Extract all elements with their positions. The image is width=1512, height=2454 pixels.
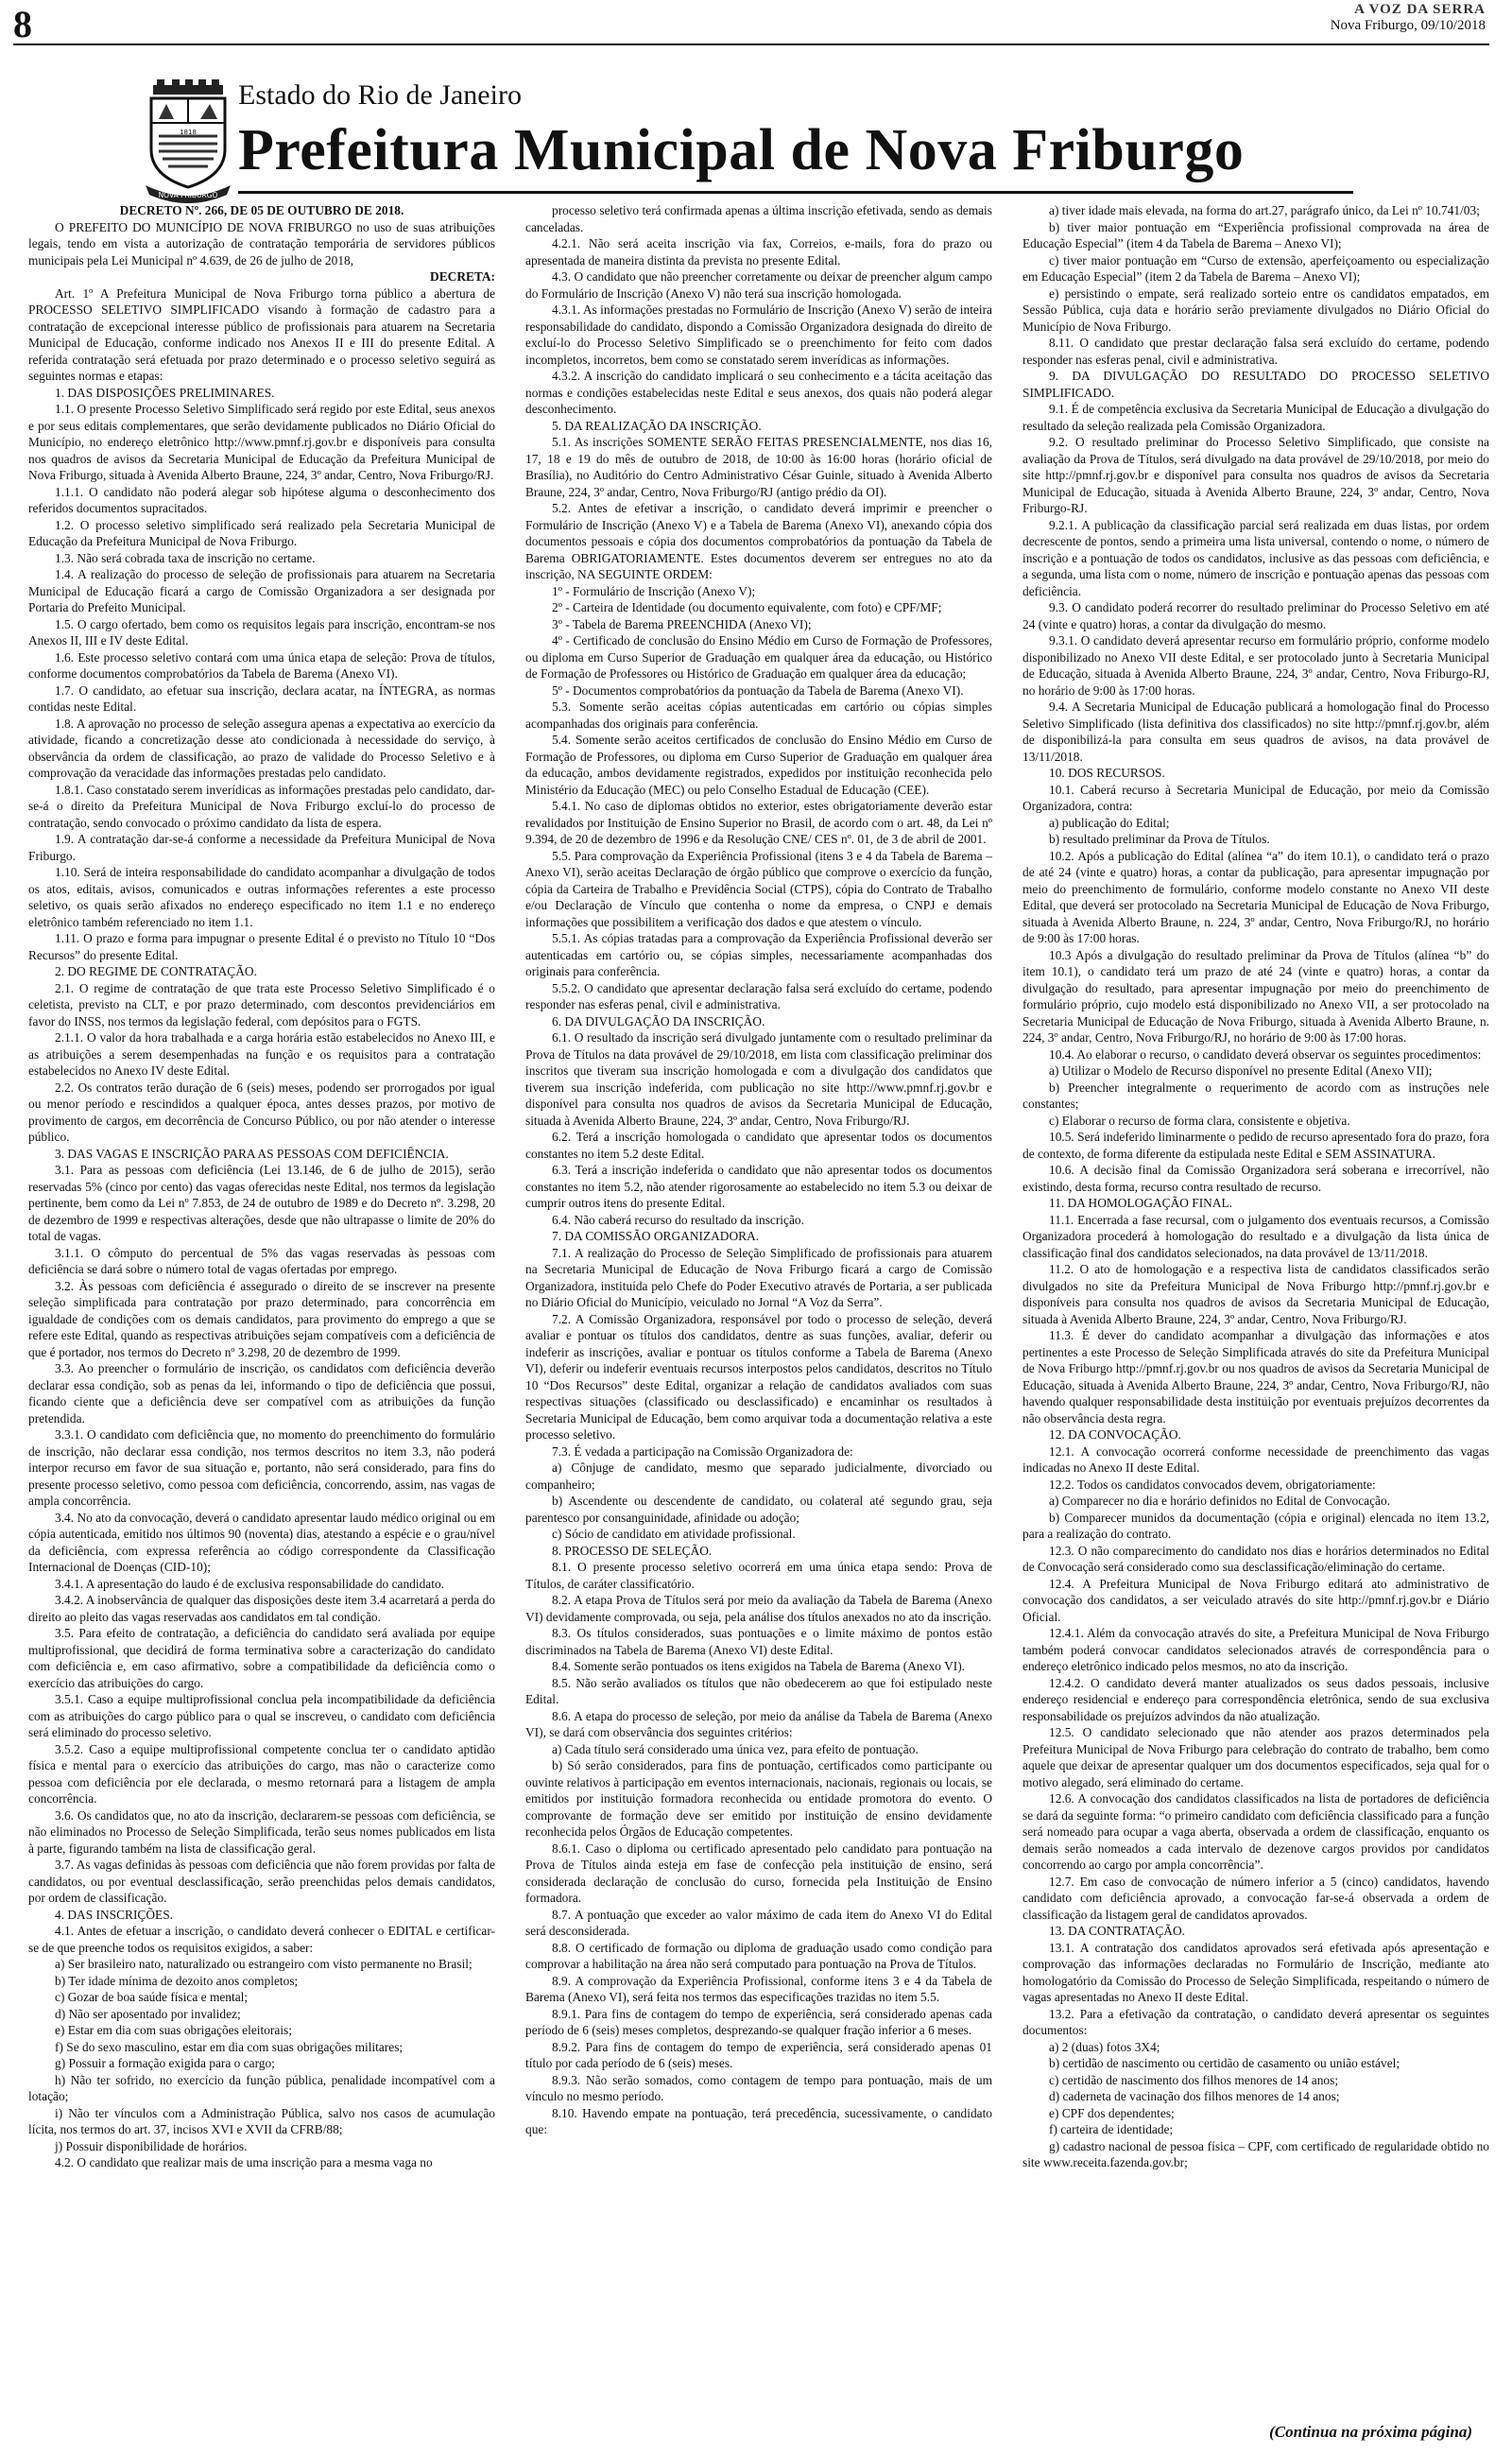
publication-date: Nova Friburgo, 09/10/2018: [1330, 18, 1486, 33]
paragraph: 8.6.1. Caso o diploma ou certificado apresentado pelo candidato para pontuação na Prova de Títulos ainda esteja em fase de confecção pela instituição de ensino, será considerada declaração de conclusão do curso, fornecida pela Instituição de Ensino formadora.: [525, 1840, 992, 1905]
paragraph: 4.3. O candidato que não preencher corretamente ou deixar de preencher algum campo do Formulário de Inscrição (Anexo V) não terá sua inscrição homologada.: [525, 269, 992, 301]
paragraph: 8.5. Não serão avaliados os títulos que não obedecerem ao que foi estipulado neste Edital.: [525, 1675, 992, 1706]
paragraph: 4.2. O candidato que realizar mais de uma inscrição para a mesma vaga no: [55, 2155, 433, 2169]
paragraph: 1.9. A contratação dar-se-á conforme a necessidade da Prefeitura Municipal de Nova Friburgo.: [28, 832, 495, 863]
paragraph: 5.1. As inscrições SOMENTE SERÃO FEITAS PRESENCIALMENTE, nos dias 16, 17, 18 e 19 do mês de outubro de 2018, de 10:00 às 16:00 horas (horário oficial de Brasília), no Auditório do Centro Administrativo César Guinle, situado à Avenida Alberto Braune, 224, 3º andar, Centro, Nova Friburgo/RJ (antigo prédio da OI).: [525, 435, 992, 499]
paragraph: 9.1. É de competência exclusiva da Secretaria Municipal de Educação a divulgação do resultado da seleção realizada pela Comissão Organizadora.: [1022, 402, 1489, 433]
paragraph: 1. DAS DISPOSIÇÕES PRELIMINARES.: [55, 385, 275, 400]
paragraph: 4.3.1. As informações prestadas no Formulário de Inscrição (Anexo V) serão de inteira responsabilidade do candidato, dispondo a Comissão Organizadora designada do direito de excluí-lo do Processo Seletivo Simplificado se o preenchimento for feito com dados incompletos, incorretos, bem como se constatado serem inverídicas as informações.: [525, 302, 992, 367]
top-rule: [13, 43, 1489, 45]
paragraph: 2.2. Os contratos terão duração de 6 (seis) meses, podendo ser prorrogados por igual ou menor período e rescindidos a qualquer época, antes desses prazos, por motivo de provimento de cargos, em decorrência de Concurso Público, ou por não atender o interesse público.: [28, 1080, 495, 1144]
paragraph: a) Cada título será considerado uma única vez, para efeito de pontuação.: [552, 1741, 919, 1756]
paragraph: 7.1. A realização do Processo de Seleção Simplificado de profissionais para atuarem na Secretaria Municipal de Educação de Nova Friburgo ficará a cargo de Comissão Organizadora, instituída pelo Chefe do Poder Executivo através de Portaria, a ser publicada no Diário Oficial do Município, veiculado no Jornal “A Voz da Serra”.: [525, 1245, 992, 1309]
paragraph: a) publicação do Edital;: [1049, 815, 1170, 830]
paragraph: e) Estar em dia com suas obrigações eleitorais;: [55, 2023, 292, 2037]
paragraph: i) Não ter vínculos com a Administração Pública, salvo nos casos de acumulação lícita, nos termos do art. 37, incisos XVI e XVII da CFRB/88;: [28, 2105, 495, 2136]
paragraph: 1.3. Não será cobrada taxa de inscrição no certame.: [55, 550, 316, 565]
prefeitura-title: Prefeitura Municipal de Nova Friburgo: [238, 118, 1245, 182]
paragraph: 8.11. O candidato que prestar declaração falsa será excluído do certame, podendo responder nas esferas penal, civil e administrativa.: [1022, 336, 1489, 367]
paragraph: 3.5. Para efeito de contratação, a deficiência do candidato será avaliada por equipe multiprofissional, que decidirá de forma terminativa sobre a caracterização do candidato com deficiência e, em caso afirmativo, sobre a compatibilidade da deficiência como o exercício das atribuições do cargo.: [28, 1626, 495, 1690]
paragraph: 12.4.2. O candidato deverá manter atualizados os seus dados pessoais, inclusive endereço residencial e endereço para correspondência eletrônica, sendo de sua exclusiva responsabilidade os prejuízos advindos da não atualização.: [1022, 1675, 1489, 1723]
column-2: [525, 202, 992, 2414]
paragraph: 10. DOS RECURSOS.: [1049, 766, 1165, 780]
paragraph: 1.10. Será de inteira responsabilidade do candidato acompanhar a divulgação de todos os atos, editais, avisos, comunicados e outras informações referentes a este processo seletivo, os quais serão afixados no endereço especificado no item 1.1 e no endereço eletrônico também referenciado no item 1.1.: [28, 865, 495, 929]
paragraph: processo seletivo terá confirmada apenas a última inscrição efetivada, sendo as demais canceladas.: [525, 203, 992, 234]
paragraph: 8.10. Havendo empate na pontuação, terá precedência, sucessivamente, o candidato que:: [525, 2105, 992, 2136]
paragraph: 1º - Formulário de Inscrição (Anexo V);: [552, 583, 756, 598]
decree-title: DECRETO Nº. 266, DE 05 DE OUTUBRO DE 2018.: [119, 203, 404, 217]
paragraph: 12.1. A convocação ocorrerá conforme necessidade de preenchimento das vagas indicadas no Anexo II deste Edital.: [1022, 1443, 1489, 1475]
page-number: 8: [13, 3, 32, 45]
coat-of-arms-icon: [144, 79, 232, 206]
decreta-heading: DECRETA:: [430, 269, 495, 284]
paragraph: f) Se do sexo masculino, estar em dia com suas obrigações militares;: [55, 2039, 404, 2054]
paragraph: c) Elaborar o recurso de forma clara, consistente e objetiva.: [1049, 1113, 1350, 1128]
paragraph: 3.4.2. A inobservância de qualquer das disposições deste item 3.4 acarretará a perda do direito ao pleito das vagas reservadas aos candidatos em tal condição.: [28, 1593, 495, 1624]
paragraph: 9. DA DIVULGAÇÃO DO RESULTADO DO PROCESSO SELETIVO SIMPLIFICADO.: [1022, 369, 1489, 400]
paragraph: 5º - Documentos comprobatórios da pontuação da Tabela de Barema (Anexo VI).: [552, 683, 964, 698]
paragraph: 4.1. Antes de efetuar a inscrição, o candidato deverá conhecer o EDITAL e certificar-se de que preenche todos os requisitos exigidos, a saber:: [28, 1924, 495, 1955]
paragraph: 10.5. Será indeferido liminarmente o pedido de recurso apresentado fora do prazo, fora de contexto, de forma diferente da estipulada neste Edital e SEM ASSINATURA.: [1022, 1130, 1489, 1161]
paragraph: 3.4.1. A apresentação do laudo é de exclusiva responsabilidade do candidato.: [55, 1576, 445, 1591]
continued-next-page: (Continua na próxima página): [1269, 2423, 1472, 2441]
paragraph: 1.1. O presente Processo Seletivo Simplificado será regido por este Edital, seus anexos e por seus editais complementares, que serão devidamente publicados no Diário Oficial do Município, no endereço eletrônico http://www.pmnf.rj.gov.br e disponíveis para consulta nos quadros de avisos da Secretaria Municipal de Educação da Prefeitura Municipal de Nova Friburgo, situada à Avenida Alberto Braune, 224, 3º andar, Centro, Nova Friburgo/RJ.: [28, 402, 495, 482]
paragraph: b) Comparecer munidos da documentação (cópia e original) elencada no item 13.2, para a realização do contrato.: [1022, 1510, 1489, 1541]
paragraph: c) Sócio de candidato em atividade profissional.: [552, 1527, 796, 1541]
paragraph: 3. DAS VAGAS E INSCRIÇÃO PARA AS PESSOAS COM DEFICIÊNCIA.: [55, 1146, 449, 1161]
paragraph: 7.2. A Comissão Organizadora, responsável por todo o processo de seleção, deverá avaliar e pontuar os títulos dos candidatos, dentre as suas funções, avaliar, deferir ou indeferir as inscrições, avaliar e pontuar os títulos conforme a Tabela de Barema (Anexo VI), deferir ou indeferir eventuais recursos interpostos pelos candidatos, descritos no Título 10 “Dos Recursos” deste Edital, organizar a relação de candidatos avaliados com suas respectivas situações (classificado ou desclassificado) e encaminhar os resultados à Secretaria Municipal de Educação, bem como arquivar toda a documentação relativa a este processo seletivo.: [525, 1311, 992, 1442]
paragraph: g) Possuir a formação exigida para o cargo;: [55, 2056, 275, 2070]
paragraph: 8.9.2. Para fins de contagem do tempo de experiência, será considerado apenas 01 título por cada período de 6 (seis) meses.: [525, 2039, 992, 2070]
paragraph: b) resultado preliminar da Prova de Títulos.: [1049, 832, 1270, 846]
paragraph: 11.2. O ato de homologação e a respectiva lista de candidatos classificados serão divulgados no site da Prefeitura Municipal de Nova Friburgo http://pmnf.rj.gov.br e disponíveis para consulta nos quadros de avisos da Secretaria Municipal de Educação, situada à Avenida Alberto Braune, 224, 3º andar, Centro, Nova Friburgo/RJ.: [1022, 1262, 1489, 1326]
paragraph: 5.3. Somente serão aceitas cópias autenticadas em cartório ou cópias simples acompanhadas dos originais para conferência.: [525, 700, 992, 731]
paragraph: 11. DA HOMOLOGAÇÃO FINAL.: [1049, 1196, 1233, 1210]
paragraph: 12.2. Todos os candidatos convocados devem, obrigatoriamente:: [1049, 1477, 1376, 1492]
paragraph: 12. DA CONVOCAÇÃO.: [1049, 1427, 1181, 1442]
paragraph: b) Só serão considerados, para fins de pontuação, certificados como participante ou ouvinte relativos à participação em eventos internacionais, nacionais, regionais ou locais, se emitidos por instituição formadora reconhecida ou entidade promotora do evento. O comprovante de formação deve ser emitido por instituição de ensino devidamente reconhecida pelos Órgãos de Educação competentes.: [525, 1758, 992, 1839]
crest-year: 1818: [180, 129, 197, 136]
paragraph: 5.4. Somente serão aceitos certificados de conclusão do Ensino Médio em Curso de Formação de Professores, ou diploma em Curso Superior de Graduação em qualquer área da educação, ambos devidamente registrados, expedidos por instituição reconhecida pelo Ministério da Educação (MEC) ou pelo Conselho Estadual de Educação (CEE).: [525, 733, 992, 797]
paragraph: 3.7. As vagas definidas às pessoas com deficiência que não forem providas por falta de candidatos, ou por eventual desclassificação, serão preenchidas pelos demais candidatos, por ordem de classificação.: [28, 1858, 495, 1905]
paragraph: b) tiver maior pontuação em “Experiência profissional comprovada na área de Educação Especial” (item 4 da Tabela de Barema – Anexo VI);: [1022, 219, 1489, 251]
paragraph: 8.2. A etapa Prova de Títulos será por meio da avaliação da Tabela de Barema (Anexo VI) devidamente comprovada, ou seja, pela análise dos títulos anexados no ato da inscrição.: [525, 1593, 992, 1624]
paragraph: 3.4. No ato da convocação, deverá o candidato apresentar laudo médico original ou em cópia autenticada, emitido nos últimos 90 (noventa) dias, atestando a espécie e o grau/nível da deficiência, com expressa referência ao código correspondente da Classificação Internacional de Doenças (CID-10);: [28, 1510, 495, 1574]
paragraph: 8.9.1. Para fins de contagem do tempo de experiência, será considerado apenas cada período de 6 (seis) meses completos, desprezando-se qualquer fração inferior a 6 meses.: [525, 2006, 992, 2037]
paragraph: f) carteira de identidade;: [1049, 2122, 1174, 2136]
paragraph: a) Comparecer no dia e horário definidos no Edital de Convocação.: [1049, 1494, 1391, 1508]
paragraph: 4. DAS INSCRIÇÕES.: [55, 1907, 174, 1922]
paragraph: 8.6. A etapa do processo de seleção, por meio da análise da Tabela de Barema (Anexo VI), se dará com observância dos seguintes critérios:: [525, 1708, 992, 1739]
paragraph: 9.4. A Secretaria Municipal de Educação publicará a homologação final do Processo Seletivo Simplificado (lista definitiva dos classificados) no site http://pmnf.rj.gov.br, além de disponibilizá-la para consulta em seus quadros de avisos, na data provável de 13/11/2018.: [1022, 700, 1489, 764]
paragraph: e) CPF dos dependentes;: [1049, 2105, 1175, 2120]
paragraph: j) Possuir disponibilidade de horários.: [55, 2138, 248, 2153]
paragraph: 1.8. A aprovação no processo de seleção assegura apenas a expectativa ao exercício da atividade, ficando a concretização desse ato condicionada à necessidade do serviço, à observância da ordem de classificação, ao prazo de validade do Processo Seletivo e à comprovação da veracidade das informações prestadas pelo candidato.: [28, 716, 495, 780]
paragraph: 6.1. O resultado da inscrição será divulgado juntamente com o resultado preliminar da Prova de Títulos na data provável de 29/10/2018, em lista com classificação preliminar dos inscritos que tiveram sua inscrição homologada e com a divulgação dos candidatos que tiverem sua inscrição indeferida, com publicação no site http://www.pmnf.rj.gov.br e disponível para consulta nos quadros de avisos da Secretaria Municipal de Educação, situada à Avenida Alberto Braune, 224, 3º andar, Centro, Nova Friburgo/RJ.: [525, 1030, 992, 1128]
paragraph: 1.5. O cargo ofertado, bem como os requisitos legais para inscrição, encontram-se nos Anexos II, III e IV deste Edital.: [28, 616, 495, 648]
paragraph: 10.6. A decisão final da Comissão Organizadora será soberana e irrecorrível, não existindo, desta forma, recurso contra resultado de recurso.: [1022, 1163, 1489, 1194]
paragraph: b) certidão de nascimento ou certidão de casamento ou união estável;: [1049, 2056, 1400, 2070]
paragraph: 1.8.1. Caso constatado serem inverídicas as informações prestadas pelo candidato, dar-se-á o direito da Prefeitura Municipal de Nova Friburgo excluí-lo do processo de contratação, sendo convocado o próximo candidato da lista de espera.: [28, 782, 495, 830]
paragraph: d) Não ser aposentado por invalidez;: [55, 2006, 241, 2021]
newspaper-name: A VOZ DA SERRA: [1354, 2, 1486, 17]
paragraph: 10.3 Após a divulgação do resultado preliminar da Prova de Títulos (alínea “b” do item 10.1), o candidato terá um prazo de até 24 (vinte e quatro) horas, a contar da divulgação do resultado, para apresentar impugnação por meio do preenchimento de formulário próprio, cujo modelo está disponibilizado no Anexo VII, a ser protocolado na Secretaria Municipal de Educação de Nova Friburgo, situada à Avenida Alberto Braune, n. 224, 3º andar, Centro, Nova Friburgo/RJ, no horário de 9:00 às 17:00 horas.: [1022, 947, 1489, 1045]
paragraph: d) caderneta de vacinação dos filhos menores de 14 anos;: [1049, 2089, 1340, 2103]
paragraph: 8. PROCESSO DE SELEÇÃO.: [552, 1543, 713, 1558]
paragraph: c) tiver maior pontuação em “Curso de extensão, aperfeiçoamento ou especialização em Educação Especial” (item 2 da Tabela de Barema – Anexo VI);: [1022, 252, 1489, 284]
paragraph: O PREFEITO DO MUNICÍPIO DE NOVA FRIBURGO no uso de suas atribuições legais, tendo em vista a autorização de contratação temporária de servidores públicos municipais pela Lei Municipal nº 4.639, de 26 de julho de 2018,: [28, 219, 495, 268]
paragraph: 8.9.3. Não serão somados, como contagem de tempo para pontuação, mais de um vínculo no mesmo período.: [525, 2072, 992, 2103]
paragraph: b) Ter idade mínima de dezoito anos completos;: [55, 1973, 299, 1988]
paragraph: 13.2. Para a efetivação da contratação, o candidato deverá apresentar os seguintes documentos:: [1022, 2006, 1489, 2037]
article-body: [28, 202, 1491, 2414]
paragraph: 5. DA REALIZAÇÃO DA INSCRIÇÃO.: [552, 418, 762, 433]
paragraph: 1.11. O prazo e forma para impugnar o presente Edital é o previsto no Título 10 “Dos Recursos” do presente Edital.: [28, 931, 495, 962]
paragraph: 5.4.1. No caso de diplomas obtidos no exterior, estes obrigatoriamente deverão estar revalidados por Instituição de Ensino Superior no Brasil, de acordo com o art. 48, da Lei nº 9.394, de 20 de dezembro de 1996 e da Resolução CNE/ CES nº. 01, de 3 de abril de 2001.: [525, 799, 992, 846]
paragraph: 4º - Certificado de conclusão do Ensino Médio em Curso de Formação de Professores, ou diploma em Curso Superior de Graduação em qualquer área da educação, ou Histórico de Formação de Professores ou Histórico de Graduação em qualquer área da educação;: [525, 633, 992, 681]
paragraph: 12.6. A convocação dos candidatos classificados na lista de portadores de deficiência se dará da seguinte forma: “o primeiro candidato com deficiência classificado para a função será nomeado para ocupar a vaga aberta, observada a ordem de classificação, enquanto os demais serão nomeados a cada intervalo de dezenove cargos providos por candidatos concorrendo ao cargo por ampla concorrência”.: [1022, 1791, 1489, 1872]
paragraph: 7.3. É vedada a participação na Comissão Organizadora de:: [552, 1443, 853, 1459]
paragraph: a) 2 (duas) fotos 3X4;: [1049, 2039, 1160, 2054]
paragraph: 1.7. O candidato, ao efetuar sua inscrição, declara acatar, na ÍNTEGRA, as normas contidas neste Edital.: [28, 683, 495, 714]
paragraph: 3.5.1. Caso a equipe multiprofissional conclua pela incompatibilidade da deficiência com as atribuições do cargo público para o qual se inscreveu, o candidato com deficiência será eliminado do processo seletivo.: [28, 1692, 495, 1739]
paragraph: 3.2. Às pessoas com deficiência é assegurado o direito de se inscrever na presente seleção simplificada para contratação por prazo determinado, para concorrência em igualdade de condições com os demais candidatos, para provimento do emprego a que se refere este Edital, quando as respectivas atribuições sejam compatíveis com a deficiência de que é portador, nos termos do Decreto nº 3.298, 20 de dezembro de 1999.: [28, 1278, 495, 1359]
paragraph: 2.1. O regime de contratação de que trata este Processo Seletivo Simplificado é o celetista, previsto na CLT, e por prazo determinado, com descontos previdenciários em favor do INSS, nos termos da legislação federal, com depósitos para o FGTS.: [28, 980, 495, 1028]
paragraph: 8.7. A pontuação que exceder ao valor máximo de cada item do Anexo VI do Edital será desconsiderada.: [525, 1907, 992, 1938]
paragraph: 1.6. Este processo seletivo contará com uma única etapa de seleção: Prova de títulos, conforme documentos comprobatórios da Tabela de Barema (Anexo VI).: [28, 649, 495, 681]
paragraph: 10.2. Após a publicação do Edital (alínea “a” do item 10.1), o candidato terá o prazo de até 24 (vinte e quatro) horas, a contar da publicação, para apresentar impugnação por meio do preenchimento de formulário, conforme modelo constante no Anexo VII deste Edital, que deverá ser protocolado na Secretaria Municipal de Educação de Nova Friburgo, situada à Avenida Alberto Braune, n. 224, 3º andar, Centro, Nova Friburgo/RJ, no horário de 9:00 às 17:00 horas.: [1022, 848, 1489, 945]
paragraph: 11.3. É dever do candidato acompanhar a divulgação das informações e atos pertinentes a este Processo de Seleção Simplificada através do site da Prefeitura Municipal de Nova Friburgo http://pmnf.rj.gov.br ou nos quadros de avisos da Secretaria Municipal de Educação, situada à Avenida Alberto Braune, 224, 3º andar, Centro, Nova Friburgo/RJ, não havendo qualquer responsabilidade desta instituição por eventuais prejuízos decorrentes da não observância desta regra.: [1022, 1328, 1489, 1426]
paragraph: 3.1. Para as pessoas com deficiência (Lei 13.146, de 6 de julho de 2015), serão reservadas 5% (cinco por cento) das vagas oferecidas neste Edital, nos termos da legislação pertinente, bem como da Lei nº 7.853, de 24 de outubro de 1989 e do Decreto nº. 3.298, 20 de dezembro de 1999 e respectivas alterações, desde que não ultrapasse o limite de 20% do total de vagas.: [28, 1163, 495, 1243]
paragraph: 3.3. Ao preencher o formulário de inscrição, os candidatos com deficiência deverão declarar essa condição, sob as penas da lei, informando o tipo de deficiência que possui, ficando ciente que a deficiência deve ser compatível com as atribuições da função pretendida.: [28, 1361, 495, 1426]
paragraph: a) Ser brasileiro nato, naturalizado ou estrangeiro com visto permanente no Brasil;: [55, 1957, 472, 1971]
paragraph: 9.3.1. O candidato deverá apresentar recurso em formulário próprio, conforme modelo disponibilizado no Anexo VII deste Edital, e ser protocolado junto à Secretaria Municipal de Educação, situada à Avenida Alberto Braune, 224, 3º andar, Centro, Nova Friburgo-RJ, no horário de 9:00 às 17:00 horas.: [1022, 633, 1489, 698]
state-title: Estado do Rio de Janeiro: [238, 79, 522, 111]
paragraph: 12.4. A Prefeitura Municipal de Nova Friburgo editará ato administrativo de convocação dos candidatos, a ser veiculado através do site http://pmnf.rj.gov.br e Diário Oficial.: [1022, 1576, 1489, 1624]
paragraph: 8.8. O certificado de formação ou diploma de graduação usado como condição para comprovar a habilitação na área não será computado para pontuação na Prova de Títulos.: [525, 1940, 992, 1971]
column-3: [1022, 202, 1489, 2414]
paragraph: 1.1.1. O candidato não poderá alegar sob hipótese alguma o desconhecimento dos referidos documentos supracitados.: [28, 484, 495, 515]
paragraph: 11.1. Encerrada a fase recursal, com o julgamento dos eventuais recursos, a Comissão Organizadora procederá à homologação do resultado e a divulgação da lista única de classificação final dos candidatos selecionados, na data provável de 13/11/2018.: [1022, 1212, 1489, 1260]
paragraph: 5.5.1. As cópias tratadas para a comprovação da Experiência Profissional deverão ser autenticadas em cartório ou, se cópias simples, necessariamente acompanhadas dos originais para conferência.: [525, 931, 992, 978]
paragraph: 6. DA DIVULGAÇÃO DA INSCRIÇÃO.: [552, 1013, 765, 1028]
paragraph: g) cadastro nacional de pessoa física – CPF, com certificado de regularidade obtido no site www.receita.fazenda.gov.br;: [1022, 2138, 1489, 2169]
paragraph: 3º - Tabela de Barema PREENCHIDA (Anexo VI);: [552, 616, 812, 631]
column-1: [28, 202, 495, 2414]
paragraph: 5.5. Para comprovação da Experiência Profissional (itens 3 e 4 da Tabela de Barema – Anexo VI), serão aceitas Declaração de órgão público que comprove o exercício da função, cópia da Carteira de Trabalho e Previdência Social (CTPS), cópia do Contrato de Trabalho e/ou Declaração de Vínculo que contenha o nome da empresa, o CNPJ e demais informações que possibilitem a verificação dos dados e que atestem o vínculo.: [525, 848, 992, 929]
paragraph: b) Ascendente ou descendente de candidato, ou colateral até segundo grau, seja parentesco por consanguinidade, afinidade ou adoção;: [525, 1494, 992, 1525]
paragraph: 9.3. O candidato poderá recorrer do resultado preliminar do Processo Seletivo em até 24 (vinte e quatro) horas, a contar da divulgação do mesmo.: [1022, 600, 1489, 631]
header-rule: [238, 191, 1353, 194]
paragraph: 12.7. Em caso de convocação de número inferior a 5 (cinco) candidatos, havendo candidato com deficiência aprovado, a convocação far-se-á observada a ordem de classificação da listagem geral de candidatos aprovados.: [1022, 1874, 1489, 1922]
paragraph: a) Cônjuge de candidato, mesmo que separado judicialmente, divorciado ou companheiro;: [525, 1460, 992, 1492]
paragraph: h) Não ter sofrido, no exercício da função pública, penalidade incompatível com a lotação;: [28, 2072, 495, 2103]
paragraph: 1.4. A realização do processo de seleção de profissionais para atuarem na Secretaria Municipal de Educação ficará a cargo de Comissão Organizadora a ser designada por Portaria do Prefeito Municipal.: [28, 567, 495, 614]
paragraph: 2.1.1. O valor da hora trabalhada e a carga horária estão estabelecidos no Anexo III, e as atribuições a serem desempenhadas na função e os requisitos para a contratação estabelecidos no Anexo IV deste Edital.: [28, 1030, 495, 1078]
paragraph: 6.2. Terá a inscrição homologada o candidato que apresentar todos os documentos constantes no item 5.2 deste Edital.: [525, 1130, 992, 1161]
paragraph: 5.5.2. O candidato que apresentar declaração falsa será excluído do certame, podendo responder nas esferas penal, civil e administrativa.: [525, 980, 992, 1011]
paragraph: 3.3.1. O candidato com deficiência que, no momento do preenchimento do formulário de inscrição, não declarar essa condição, nos termos descritos no item 3.3, não poderá interpor recurso em favor de sua situação e, portanto, não será considerado, para fins do presente processo seletivo, como pessoa com deficiência, concorrendo, assim, nas vagas de ampla concorrência.: [28, 1427, 495, 1508]
paragraph: 4.2.1. Não será aceita inscrição via fax, Correios, e-mails, fora do prazo ou apresentada de maneira distinta da prevista no presente Edital.: [525, 236, 992, 268]
paragraph: 4.3.2. A inscrição do candidato implicará o seu conhecimento e a tácita aceitação das normas e condições estabelecidas neste Edital e seus anexos, dos quais não poderá alegar desconhecimento.: [525, 369, 992, 416]
paragraph: 12.4.1. Além da convocação através do site, a Prefeitura Municipal de Nova Friburgo também poderá convocar candidatos selecionados através de correspondência para o endereço eletrônico indicado pelos mesmos, no ato da inscrição.: [1022, 1626, 1489, 1673]
paragraph: 7. DA COMISSÃO ORGANIZADORA.: [552, 1229, 760, 1243]
paragraph: 8.9. A comprovação da Experiência Profissional, conforme itens 3 e 4 da Tabela de Barema (Anexo VI), será feita nos termos das especificações trazidas no item 5.5.: [525, 1973, 992, 2004]
paragraph: 2º - Carteira de Identidade (ou documento equivalente, com foto) e CPF/MF;: [552, 600, 942, 614]
paragraph: 5.2. Antes de efetivar a inscrição, o candidato deverá imprimir e preencher o Formulário de Inscrição (Anexo V) e a Tabela de Barema (Anexo VI), anexando cópia dos documentos pessoais e cópia dos documentos comprobatórios da pontuação da Tabela de Barema OBRIGATORIAMENTE. Estes documentos deverem ser entregues no ato da inscrição, NA SEGUINTE ORDEM:: [525, 501, 992, 581]
paragraph: 13.1. A contratação dos candidatos aprovados será efetivada após apresentação e comprovação das informações declaradas no Formulário de Inscrição, mediante ato homologatório da Comissão do Processo de Seleção Simplificada, respeitando o número de vagas apresentadas no Anexo II deste Edital.: [1022, 1940, 1489, 2004]
paragraph: 6.3. Terá a inscrição indeferida o candidato que não apresentar todos os documentos constantes no item 5.2, não atender rigorosamente ao estabelecido no item 5.3 ou deixar de cumprir outros itens do presente Edital.: [525, 1163, 992, 1210]
paragraph: 8.3. Os títulos considerados, suas pontuações e o limite máximo de pontos estão discriminados na Tabela de Barema (Anexo VI) deste Edital.: [525, 1626, 992, 1657]
paragraph: 1.2. O processo seletivo simplificado será realizado pela Secretaria Municipal de Educação da Prefeitura Municipal de Nova Friburgo.: [28, 517, 495, 548]
paragraph: b) Preencher integralmente o requerimento de acordo com as instruções nele constantes;: [1022, 1080, 1489, 1111]
paragraph: 9.2. O resultado preliminar do Processo Seletivo Simplificado, que consiste na avaliação da Prova de Títulos, será divulgado na data provável de 29/10/2018, por meio do site http://pmnf.rj.gov.br e disponível para consulta nos quadros de avisos da Secretaria Municipal de Educação, situada à Avenida Alberto Braune, 224, 3º andar, Centro, Nova Friburgo-RJ.: [1022, 435, 1489, 515]
paragraph: 6.4. Não caberá recurso do resultado da inscrição.: [552, 1212, 804, 1227]
paragraph: 3.5.2. Caso a equipe multiprofissional competente conclua ter o candidato aptidão física e mental para o exercício das atribuições do cargo, mas não o caracterize como pessoa com deficiência por ele declarada, o mesmo retornará para a listagem de ampla concorrência.: [28, 1741, 495, 1806]
paragraph: 2. DO REGIME DE CONTRATAÇÃO.: [55, 964, 257, 978]
paragraph: a) Utilizar o Modelo de Recurso disponível no presente Edital (Anexo VII);: [1049, 1063, 1433, 1078]
paragraph: Art. 1º A Prefeitura Municipal de Nova Friburgo torna público a abertura de PROCESSO SELETIVO SIMPLIFICADO visando à formação de cadastro para a contratação de excepcional interesse público de profissionais para atuarem na Secretaria Municipal de Educação, conforme indicado nos Anexos II e III do presente Edital. A referida contratação será efetuada por prazo determinado e o processo seletivo seguirá as seguintes normas e etapas:: [28, 285, 495, 383]
paragraph: 8.4. Somente serão pontuados os itens exigidos na Tabela de Barema (Anexo VI).: [552, 1659, 966, 1673]
paragraph: 12.5. O candidato selecionado que não atender aos prazos determinados pela Prefeitura Municipal de Nova Friburgo para celebração do contrato de trabalho, bem como aquele que deixar de apresentar qualquer um dos documentos especificados, seja qual for o motivo alegado, será eliminado do certame.: [1022, 1725, 1489, 1789]
paragraph: 3.6. Os candidatos que, no ato da inscrição, declararem-se pessoas com deficiência, se não eliminados no Processo de Seleção Simplificada, terão seus nomes publicados em lista à parte, figurando também na lista de classificação geral.: [28, 1807, 495, 1856]
paragraph: 10.4. Ao elaborar o recurso, o candidato deverá observar os seguintes procedimentos:: [1049, 1046, 1482, 1062]
paragraph: a) tiver idade mais elevada, na forma do art.27, parágrafo único, da Lei nº 10.741/03;: [1049, 203, 1480, 217]
paragraph: 9.2.1. A publicação da classificação parcial será realizada em duas listas, por ordem decrescente de pontos, sendo a primeira uma lista universal, contendo o nome, o número de inscrição e a pontuação de todos os candidatos, inclusive as das pessoas com deficiência, e a segunda, uma lista com o nome, número de inscrição e pontuação apenas das pessoas com deficiência.: [1022, 517, 1489, 598]
paragraph: c) certidão de nascimento dos filhos menores de 14 anos;: [1049, 2072, 1339, 2087]
paragraph: 3.1.1. O cômputo do percentual de 5% das vagas reservadas às pessoas com deficiência se dará sobre o número total de vagas ofertadas por emprego.: [28, 1245, 495, 1276]
paragraph: c) Gozar de boa saúde física e mental;: [55, 1990, 249, 2004]
paragraph: e) persistindo o empate, será realizado sorteio entre os candidatos empatados, em Sessão Pública, cuja data e horário serão previamente divulgados no Diário Oficial do Município de Nova Friburgo.: [1022, 285, 1489, 334]
paragraph: 13. DA CONTRATAÇÃO.: [1049, 1924, 1185, 1938]
crest-motto: NOVA FRIBURGO: [158, 191, 218, 199]
paragraph: 12.3. O não comparecimento do candidato nos dias e horários determinados no Edital de Convocação será considerado como sua desclassificação/eliminação do certame.: [1022, 1543, 1489, 1574]
paragraph: 10.1. Caberá recurso à Secretaria Municipal de Educação, por meio da Comissão Organizadora, contra:: [1022, 782, 1489, 813]
paragraph: 8.1. O presente processo seletivo ocorrerá em uma única etapa sendo: Prova de Títulos, de caráter classificatório.: [525, 1560, 992, 1591]
